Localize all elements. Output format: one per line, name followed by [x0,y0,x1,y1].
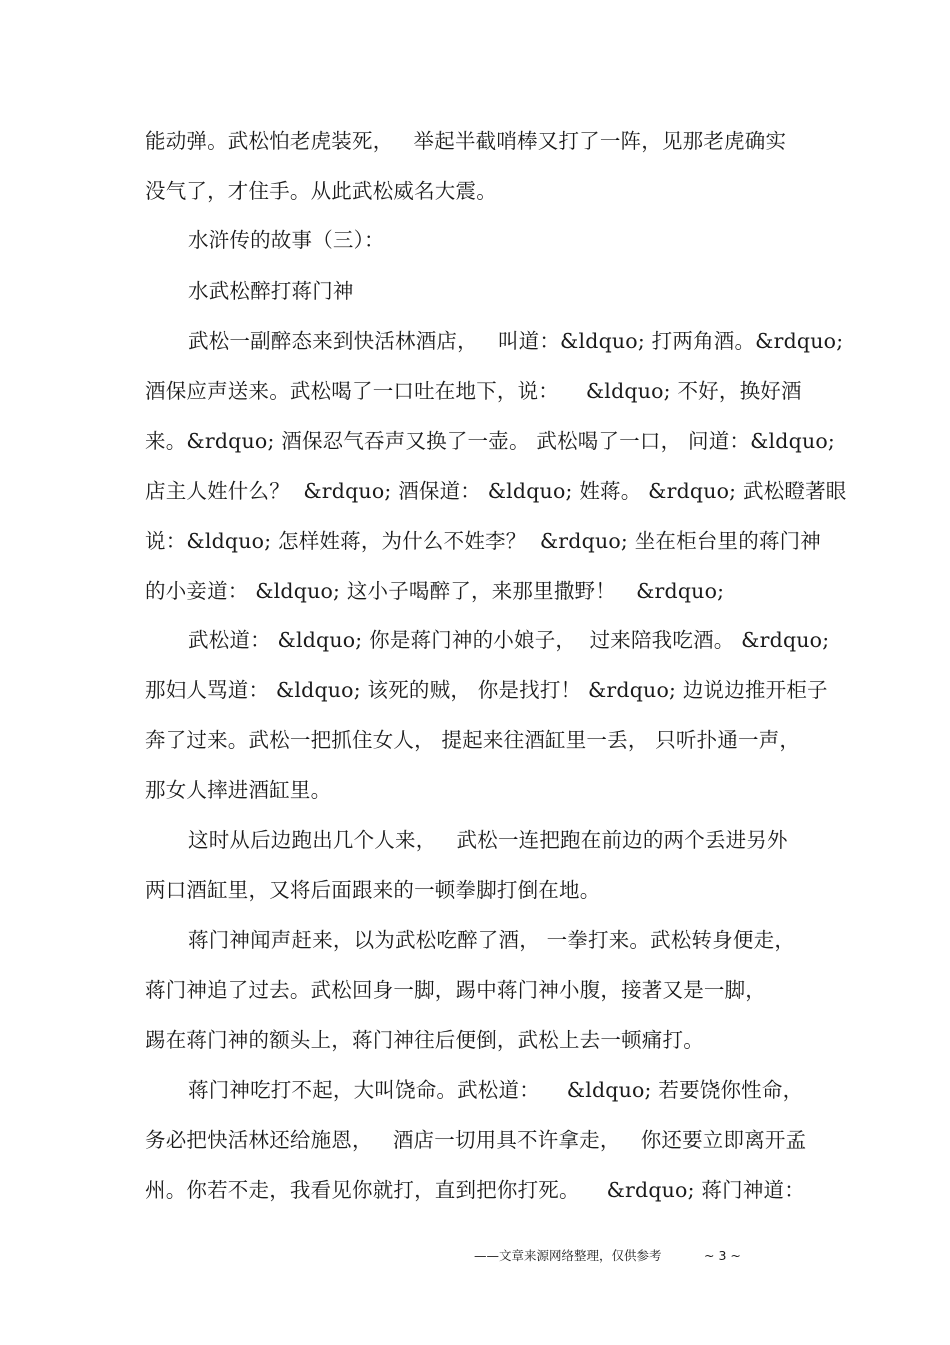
text-line: 的小妾道： &ldquo; 这小子喝醉了，来那里撒野！ &rdquo; [145,579,725,603]
footer-source-note: ——文章来源网络整理，仅供参考 [474,1248,662,1263]
text-line: 蒋门神吃打不起，大叫饶命。武松道： &ldquo; 若要饶你性命， [188,1078,804,1102]
text-line: 来。&rdquo; 酒保忍气吞声又换了一壶。 武松喝了一口， 问道：&ldquo; [145,429,835,453]
text-line: 州。你若不走，我看见你就打，直到把你打死。 &rdquo; 蒋门神道： [145,1178,805,1202]
page-number: ~ 3 ~ [704,1248,741,1263]
text-line: 那妇人骂道： &ldquo; 该死的贼， 你是找打！ &rdquo; 边说边推开柜子 [145,678,828,702]
section-heading: 水浒传的故事（三）： [188,228,385,252]
text-line: 店主人姓什么？ &rdquo; 酒保道： &ldquo; 姓蒋。 &rdquo; 武松瞪著眼 [145,479,847,503]
text-line: 蒋门神追了过去。武松回身一脚，踢中蒋门神小腹，接著又是一脚， [145,978,766,1002]
text-line: 这时从后边跑出几个人来， 武松一连把跑在前边的两个丢进另外 [188,828,788,852]
text-line: 酒保应声送来。武松喝了一口吐在地下，说： &ldquo; 不好，换好酒 [145,379,802,403]
text-line: 武松一副醉态来到快活林酒店， 叫道：&ldquo; 打两角酒。&rdquo; [188,329,844,353]
text-line: 蒋门神闻声赶来，以为武松吃醉了酒， 一拳打来。武松转身便走， [188,928,796,952]
story-title: 水武松醉打蒋门神 [188,279,354,303]
text-line: 踢在蒋门神的额头上，蒋门神往后便倒，武松上去一顿痛打。 [145,1028,704,1052]
text-line: 武松道： &ldquo; 你是蒋门神的小娘子， 过来陪我吃酒。 &rdquo; [188,628,830,652]
text-line: 务必把快活林还给施恩， 酒店一切用具不许拿走， 你还要立即离开孟 [145,1128,807,1152]
text-line: 说：&ldquo; 怎样姓蒋，为什么不姓李？ &rdquo; 坐在柜台里的蒋门神 [145,529,822,553]
text-line: 那女人摔进酒缸里。 [145,778,332,802]
text-line: 能动弹。武松怕老虎装死， 举起半截哨棒又打了一阵，见那老虎确实 [145,129,787,153]
text-line: 没气了，才住手。从此武松威名大震。 [145,179,497,203]
text-line: 奔了过来。武松一把抓住女人， 提起来往酒缸里一丢， 只听扑通一声， [145,728,801,752]
text-line: 两口酒缸里，又将后面跟来的一顿拳脚打倒在地。 [145,878,601,902]
